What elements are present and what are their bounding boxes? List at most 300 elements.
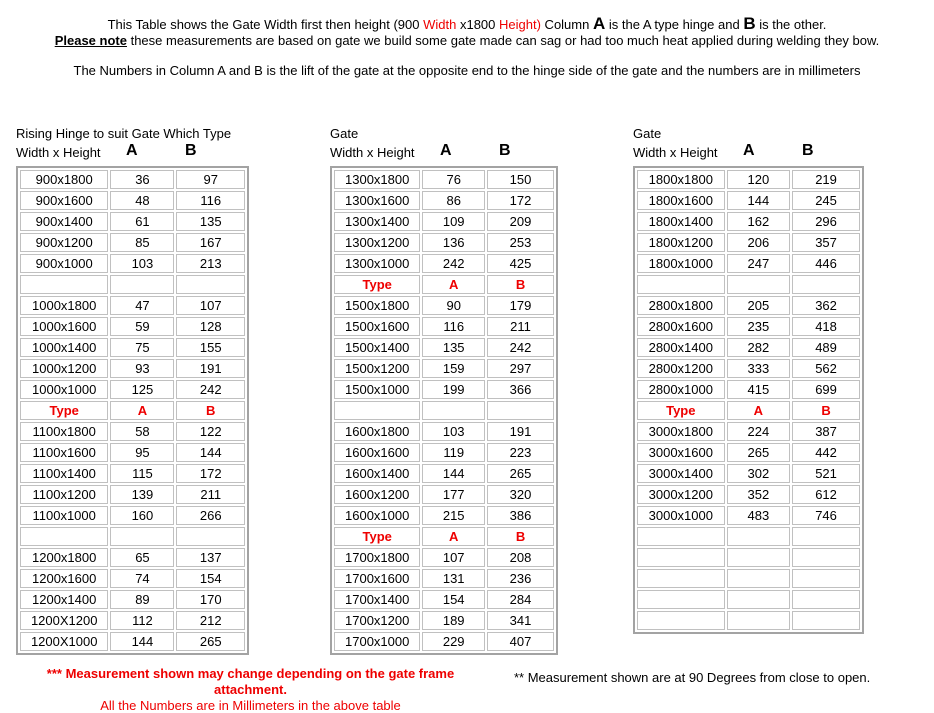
table-row <box>637 317 860 336</box>
table-cell <box>334 401 420 420</box>
table-cell <box>20 527 108 546</box>
table-row <box>334 317 554 336</box>
table-row <box>20 359 245 378</box>
table-cell: 699 <box>792 380 860 399</box>
gate-lift-table-2 <box>330 166 558 655</box>
table-cell: 97 <box>176 170 245 189</box>
table-cell: 253 <box>487 233 554 252</box>
table-cell: 1000x1400 <box>20 338 108 357</box>
table-cell: 1100x1000 <box>20 506 108 525</box>
table-cell: B <box>792 401 860 420</box>
table-cell: 229 <box>422 632 485 651</box>
table-row <box>20 632 245 651</box>
table-cell <box>422 401 485 420</box>
table-cell: 265 <box>176 632 245 651</box>
gate-table-group-2 <box>330 124 558 655</box>
table-cell: 144 <box>110 632 174 651</box>
table-cell: 1700x1400 <box>334 590 420 609</box>
table-cell: Type <box>637 401 725 420</box>
table-row <box>334 338 554 357</box>
table-cell: 284 <box>487 590 554 609</box>
table-cell: 135 <box>176 212 245 231</box>
empty-row <box>20 275 245 294</box>
table-row <box>20 485 245 504</box>
table-cell: 245 <box>792 191 860 210</box>
table-cell: 235 <box>727 317 791 336</box>
table-cell <box>637 569 725 588</box>
column-a-label: A <box>743 142 755 159</box>
table-cell: 2800x1000 <box>637 380 725 399</box>
intro-line-1-mid1: x1800 <box>456 17 500 32</box>
table-row <box>20 569 245 588</box>
empty-row <box>637 590 860 609</box>
table-cell <box>637 275 725 294</box>
table-cell: 415 <box>727 380 791 399</box>
table-2-column-header <box>330 143 558 166</box>
table-cell: 242 <box>487 338 554 357</box>
empty-row <box>637 527 860 546</box>
table-1-title: Rising Hinge to suit Gate Which Type <box>16 126 232 141</box>
table-cell: 3000x1400 <box>637 464 725 483</box>
table-cell: 1800x1600 <box>637 191 725 210</box>
table-cell: 1200X1200 <box>20 611 108 630</box>
table-cell: 483 <box>727 506 791 525</box>
table-cell: A <box>110 401 174 420</box>
table-row <box>334 632 554 651</box>
table-cell: 212 <box>176 611 245 630</box>
table-cell: 154 <box>422 590 485 609</box>
table-row <box>334 590 554 609</box>
table-cell <box>792 275 860 294</box>
table-cell: 1300x1400 <box>334 212 420 231</box>
table-cell: 900x1600 <box>20 191 108 210</box>
table-cell <box>727 590 791 609</box>
table-row <box>20 506 245 525</box>
table-cell: 95 <box>110 443 174 462</box>
intro-line-1 <box>0 16 934 33</box>
table-row <box>20 338 245 357</box>
table-cell <box>727 611 791 630</box>
width-red-text: Width <box>423 17 457 32</box>
table-cell: 48 <box>110 191 174 210</box>
table-cell: 1600x1600 <box>334 443 420 462</box>
table-cell: Type <box>334 527 420 546</box>
table-cell: 242 <box>422 254 485 273</box>
table-row <box>20 191 245 210</box>
table-3-column-header <box>633 143 864 166</box>
table-cell: 1800x1200 <box>637 233 725 252</box>
column-b-label: B <box>499 142 511 159</box>
intro-line-1-post: is the other. <box>755 17 827 32</box>
table-cell: 1700x1200 <box>334 611 420 630</box>
column-a-label: A <box>126 142 138 159</box>
table-cell: 179 <box>487 296 554 315</box>
table-cell <box>176 527 245 546</box>
table-row <box>20 254 245 273</box>
table-cell: 242 <box>176 380 245 399</box>
table-cell <box>110 275 174 294</box>
intro-line-1-mid3: is the A type hinge and <box>605 17 744 32</box>
table-cell: 1500x1600 <box>334 317 420 336</box>
table-cell: 407 <box>487 632 554 651</box>
table-cell: 144 <box>176 443 245 462</box>
table-row <box>334 569 554 588</box>
table-cell: 1500x1400 <box>334 338 420 357</box>
table-cell: 1800x1800 <box>637 170 725 189</box>
table-row <box>334 443 554 462</box>
table-cell: 1200x1400 <box>20 590 108 609</box>
table-cell: 302 <box>727 464 791 483</box>
table-cell: 211 <box>176 485 245 504</box>
empty-row <box>637 611 860 630</box>
table-cell: 446 <box>792 254 860 273</box>
table-cell <box>792 548 860 567</box>
table-cell: 116 <box>176 191 245 210</box>
empty-row <box>20 527 245 546</box>
table-cell: 103 <box>110 254 174 273</box>
table-cell: 1200x1800 <box>20 548 108 567</box>
table-cell: 1000x1800 <box>20 296 108 315</box>
table-row <box>334 464 554 483</box>
table-cell <box>727 275 791 294</box>
table-row <box>20 317 245 336</box>
table-row <box>20 380 245 399</box>
table-cell: 160 <box>110 506 174 525</box>
table-cell: 1000x1600 <box>20 317 108 336</box>
table-cell: 209 <box>487 212 554 231</box>
type-header-row <box>20 401 245 420</box>
table-cell: 125 <box>110 380 174 399</box>
table-row <box>20 296 245 315</box>
table-cell: 418 <box>792 317 860 336</box>
table-cell: 341 <box>487 611 554 630</box>
table-cell: 144 <box>422 464 485 483</box>
table-cell: 357 <box>792 233 860 252</box>
empty-row <box>637 548 860 567</box>
table-cell: 112 <box>110 611 174 630</box>
table-cell: 144 <box>727 191 791 210</box>
table-row <box>637 191 860 210</box>
table-cell: 352 <box>727 485 791 504</box>
gate-table-group-1 <box>16 124 249 655</box>
table-cell: 386 <box>487 506 554 525</box>
table-cell: 159 <box>422 359 485 378</box>
table-2-title: Gate <box>330 126 359 141</box>
table-cell: 1300x1600 <box>334 191 420 210</box>
table-cell: 215 <box>422 506 485 525</box>
table-row <box>334 422 554 441</box>
table-cell: 150 <box>487 170 554 189</box>
table-cell <box>792 611 860 630</box>
table-row <box>334 359 554 378</box>
table-cell: Type <box>334 275 420 294</box>
gate-lift-table-1 <box>16 166 249 655</box>
table-row <box>20 464 245 483</box>
table-cell: 189 <box>422 611 485 630</box>
table-cell: 521 <box>792 464 860 483</box>
table-cell: 1600x1000 <box>334 506 420 525</box>
column-b-label: B <box>185 142 197 159</box>
table-cell: 136 <box>422 233 485 252</box>
table-cell: 1100x1600 <box>20 443 108 462</box>
table-cell: 3000x1600 <box>637 443 725 462</box>
table-cell: 3000x1800 <box>637 422 725 441</box>
table-cell: 120 <box>727 170 791 189</box>
table-cell: B <box>487 527 554 546</box>
table-cell <box>637 611 725 630</box>
table-row <box>334 611 554 630</box>
table-cell: 122 <box>176 422 245 441</box>
table-row <box>637 170 860 189</box>
table-cell <box>637 527 725 546</box>
table-cell: 167 <box>176 233 245 252</box>
table-cell: 172 <box>176 464 245 483</box>
table-cell: 1600x1800 <box>334 422 420 441</box>
table-cell <box>637 590 725 609</box>
table-cell: 1300x1000 <box>334 254 420 273</box>
footnote-90-degrees: ** Measurement shown are at 90 Degrees from close to open. <box>514 670 871 685</box>
table-cell: 1700x1000 <box>334 632 420 651</box>
table-cell: 177 <box>422 485 485 504</box>
table-cell: 236 <box>487 569 554 588</box>
table-cell: 219 <box>792 170 860 189</box>
gate-table-group-3 <box>633 124 864 634</box>
table-cell <box>727 569 791 588</box>
table-cell <box>727 527 791 546</box>
table-row <box>20 170 245 189</box>
table-cell: 1000x1200 <box>20 359 108 378</box>
column-a-bold: A <box>592 14 606 33</box>
footnote-frame-attachment-line2: attachment. <box>214 682 287 697</box>
table-cell: 333 <box>727 359 791 378</box>
table-row <box>334 254 554 273</box>
table-row <box>637 233 860 252</box>
table-row <box>334 212 554 231</box>
table-row <box>637 506 860 525</box>
table-cell: 387 <box>792 422 860 441</box>
table-cell: 1200X1000 <box>20 632 108 651</box>
gate-lift-table-3 <box>633 166 864 634</box>
table-cell: 107 <box>176 296 245 315</box>
table-cell: 116 <box>422 317 485 336</box>
type-header-row <box>334 275 554 294</box>
table-cell: 58 <box>110 422 174 441</box>
table-cell: 208 <box>487 548 554 567</box>
table-cell: 119 <box>422 443 485 462</box>
table-cell: 65 <box>110 548 174 567</box>
table-cell: A <box>422 527 485 546</box>
table-row <box>637 443 860 462</box>
table-cell: 489 <box>792 338 860 357</box>
size-column-label: Width x Height <box>16 145 101 160</box>
table-cell: A <box>727 401 791 420</box>
table-cell: 265 <box>487 464 554 483</box>
table-row <box>334 485 554 504</box>
table-cell: 115 <box>110 464 174 483</box>
table-cell <box>487 401 554 420</box>
table-cell <box>792 590 860 609</box>
table-cell: 900x1000 <box>20 254 108 273</box>
table-cell: 900x1400 <box>20 212 108 231</box>
table-cell: 266 <box>176 506 245 525</box>
table-cell: 1000x1000 <box>20 380 108 399</box>
table-cell: 425 <box>487 254 554 273</box>
table-cell: 137 <box>176 548 245 567</box>
table-cell: 2800x1600 <box>637 317 725 336</box>
table-cell: B <box>487 275 554 294</box>
table-cell: 170 <box>176 590 245 609</box>
table-cell: 1500x1000 <box>334 380 420 399</box>
table-cell <box>176 275 245 294</box>
table-cell: 155 <box>176 338 245 357</box>
table-cell: 1800x1000 <box>637 254 725 273</box>
table-cell: 1100x1400 <box>20 464 108 483</box>
table-cell: 366 <box>487 380 554 399</box>
table-cell: 265 <box>727 443 791 462</box>
table-cell <box>110 527 174 546</box>
table-row <box>637 254 860 273</box>
table-cell: 247 <box>727 254 791 273</box>
intro-line-3: The Numbers in Column A and B is the lift of the gate at the opposite end to the hinge side of the gate and the numbers are in millimeters <box>73 63 861 78</box>
table-cell: 362 <box>792 296 860 315</box>
size-column-label: Width x Height <box>633 145 718 160</box>
empty-row <box>334 401 554 420</box>
table-row <box>334 296 554 315</box>
table-cell: 109 <box>422 212 485 231</box>
table-cell <box>727 548 791 567</box>
table-cell: B <box>176 401 245 420</box>
table-cell: 76 <box>422 170 485 189</box>
table-row <box>334 506 554 525</box>
table-cell: 3000x1000 <box>637 506 725 525</box>
table-cell <box>792 569 860 588</box>
table-cell <box>20 275 108 294</box>
table-cell: 191 <box>487 422 554 441</box>
table-cell: 131 <box>422 569 485 588</box>
table-cell: 1300x1800 <box>334 170 420 189</box>
table-row <box>20 548 245 567</box>
table-cell: 297 <box>487 359 554 378</box>
table-row <box>637 338 860 357</box>
table-cell: 90 <box>422 296 485 315</box>
table-row <box>637 380 860 399</box>
table-cell: 1500x1800 <box>334 296 420 315</box>
table-cell: 61 <box>110 212 174 231</box>
height-red-text: Height) <box>499 17 541 32</box>
table-cell: 47 <box>110 296 174 315</box>
table-cell: 1300x1200 <box>334 233 420 252</box>
table-cell: 282 <box>727 338 791 357</box>
intro-line-1-pre: This Table shows the Gate Width first then height (900 <box>107 17 424 32</box>
type-header-row <box>637 401 860 420</box>
table-row <box>637 422 860 441</box>
table-cell: 223 <box>487 443 554 462</box>
table-cell: 103 <box>422 422 485 441</box>
table-cell: 1700x1600 <box>334 569 420 588</box>
table-row <box>637 296 860 315</box>
table-cell: 900x1200 <box>20 233 108 252</box>
table-cell: 746 <box>792 506 860 525</box>
table-cell: 1100x1800 <box>20 422 108 441</box>
table-row <box>20 212 245 231</box>
table-cell: 442 <box>792 443 860 462</box>
table-1-column-header <box>16 143 249 166</box>
table-cell: Type <box>20 401 108 420</box>
table-cell: 224 <box>727 422 791 441</box>
table-cell <box>637 548 725 567</box>
table-row <box>20 611 245 630</box>
table-cell: 1100x1200 <box>20 485 108 504</box>
footnote-millimeters: All the Numbers are in Millimeters in the above table <box>100 698 401 713</box>
table-row <box>20 233 245 252</box>
table-row <box>20 443 245 462</box>
table-row <box>334 191 554 210</box>
table-row <box>334 170 554 189</box>
table-row <box>20 422 245 441</box>
table-cell: 562 <box>792 359 860 378</box>
table-cell: 135 <box>422 338 485 357</box>
intro-line-1-mid2: Column <box>540 17 593 32</box>
table-cell: 213 <box>176 254 245 273</box>
table-row <box>637 359 860 378</box>
table-cell: 107 <box>422 548 485 567</box>
table-cell: 89 <box>110 590 174 609</box>
table-cell: 1800x1400 <box>637 212 725 231</box>
size-column-label: Width x Height <box>330 145 415 160</box>
table-cell: 75 <box>110 338 174 357</box>
table-row <box>637 212 860 231</box>
column-b-label: B <box>802 142 814 159</box>
table-cell: 128 <box>176 317 245 336</box>
table-cell: 205 <box>727 296 791 315</box>
table-cell: 1200x1600 <box>20 569 108 588</box>
table-cell: 900x1800 <box>20 170 108 189</box>
footnote-frame-attachment <box>28 666 473 698</box>
intro-line-2-rest: these measurements are based on gate we build some gate made can sag or had too much heat applied during welding they bow. <box>126 33 880 48</box>
table-cell: 612 <box>792 485 860 504</box>
footnote-frame-attachment-line1: *** Measurement shown may change depending on the gate frame <box>46 666 455 681</box>
empty-row <box>637 569 860 588</box>
table-row <box>637 485 860 504</box>
table-cell: 199 <box>422 380 485 399</box>
table-row <box>334 548 554 567</box>
table-cell: 139 <box>110 485 174 504</box>
table-cell: A <box>422 275 485 294</box>
table-cell: 3000x1200 <box>637 485 725 504</box>
table-3-title: Gate <box>633 126 662 141</box>
table-cell: 211 <box>487 317 554 336</box>
table-cell: 59 <box>110 317 174 336</box>
table-cell: 2800x1400 <box>637 338 725 357</box>
table-row <box>334 233 554 252</box>
type-header-row <box>334 527 554 546</box>
table-cell: 154 <box>176 569 245 588</box>
table-cell: 320 <box>487 485 554 504</box>
intro-line-2 <box>0 33 934 49</box>
column-a-label: A <box>440 142 452 159</box>
column-b-bold: B <box>743 14 756 33</box>
table-cell: 93 <box>110 359 174 378</box>
please-note-label: Please note <box>54 33 127 48</box>
table-cell: 86 <box>422 191 485 210</box>
table-cell: 36 <box>110 170 174 189</box>
table-cell: 206 <box>727 233 791 252</box>
table-cell: 162 <box>727 212 791 231</box>
table-cell: 191 <box>176 359 245 378</box>
table-row <box>20 590 245 609</box>
table-row <box>637 464 860 483</box>
table-cell: 1500x1200 <box>334 359 420 378</box>
